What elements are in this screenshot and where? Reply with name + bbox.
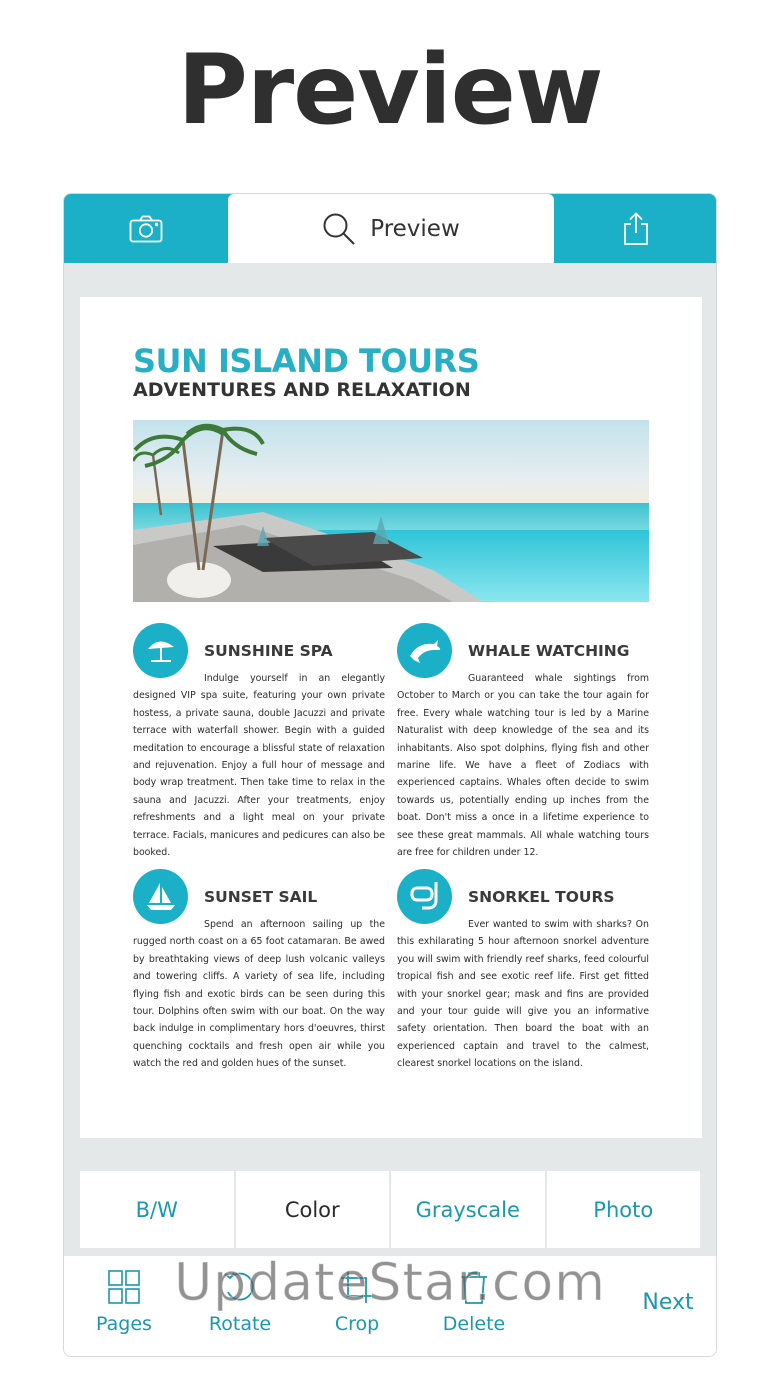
filter-grayscale[interactable]: Grayscale (391, 1171, 545, 1248)
document-title: SUN ISLAND TOURS (133, 342, 480, 380)
crop-button[interactable] (307, 1256, 407, 1357)
pages-grid-icon (108, 1270, 140, 1304)
rotate-label: Rotate (208, 1313, 272, 1335)
page-headline: Preview (177, 34, 603, 146)
section-body: Indulge yourself in an elegantly designed VIP spa suite, featuring your own private hostess, a private sauna, double Jacuzzi and private terrace with waterfall shower. Begin with a guided meditation to encourage a blissful state of relaxation and rejuvenation. Enjoy a full hour of message and body wrap treatment. Then take time to relax in the sauna and Jacuzzi. After your treatments, enjoy refreshments and a light meal on your private terrace. Facials, manicures and pedicures can also be booked. (133, 673, 385, 859)
search-icon (322, 212, 356, 246)
camera-button[interactable] (64, 194, 228, 263)
camera-icon (129, 215, 163, 243)
crop-label: Crop (334, 1313, 380, 1335)
filter-bw[interactable]: B/W (80, 1171, 234, 1248)
app-window (63, 193, 717, 1357)
delete-button[interactable] (424, 1256, 524, 1357)
umbrella-icon (145, 635, 177, 667)
sailboat-icon (145, 881, 177, 913)
section-body: Ever wanted to swim with sharks? On this exhilarating 5 hour afternoon snorkel adventure you will swim with friendly reef sharks, feed colourful tropical fish and see exotic reef life. First get fitted with your snorkel gear; mask and fins are provided and your tour guide will give you an informative safety orientation. Then board the boat with an experienced captain and travel to the calmest, clearest snorkel locations on the island. (397, 919, 649, 1070)
filter-bar (80, 1171, 700, 1248)
rotate-icon (223, 1270, 257, 1304)
filter-photo[interactable]: Photo (547, 1171, 701, 1248)
document-subtitle: ADVENTURES AND RELAXATION (133, 379, 471, 401)
share-icon (623, 212, 649, 246)
section-body: Guaranteed whale sightings from October to March or you can take the tour again for free. Every whale watching tour is led by a Marine Naturalist with deep knowledge of the sea and its inhabitants. Also spot dolphins, flying fish and other marine life. We have a fleet of Zodiacs with experienced captains. Whales often decide to swim towards us, potentially ending up inches from the boat. Don't miss a once in a lifetime experience to see these great mammals. All whale watching tours are free for children under 12. (397, 673, 649, 859)
dolphin-icon (408, 636, 442, 666)
section-title: SUNSHINE SPA (204, 642, 333, 660)
pages-label: Pages (96, 1313, 152, 1335)
next-button[interactable]: Next (642, 1290, 694, 1315)
share-button[interactable] (554, 194, 717, 263)
rotate-button[interactable] (190, 1256, 290, 1357)
delete-label: Delete (442, 1313, 506, 1335)
section-title: WHALE WATCHING (468, 642, 630, 660)
section-title: SNORKEL TOURS (468, 888, 615, 906)
document-preview (80, 297, 702, 1138)
tab-preview-label: Preview (370, 215, 460, 242)
watermark: UpdateStar.com (174, 1253, 606, 1313)
filter-color[interactable]: Color (236, 1171, 390, 1248)
hero-image-pool (133, 420, 649, 602)
trash-icon (459, 1270, 489, 1304)
snorkel-mask-icon (408, 880, 442, 914)
crop-icon (340, 1270, 374, 1304)
pages-button[interactable] (74, 1256, 174, 1357)
tab-preview[interactable] (228, 194, 554, 263)
top-toolbar (64, 194, 717, 263)
section-body: Spend an afternoon sailing up the rugged north coast on a 65 foot catamaran. Be awed by breathtaking views of deep lush volcanic valleys and towering cliffs. A variety of sea life, including flying fish and exotic birds can be seen during this tour. Dolphins often swim with our boat. On the way back indulge in complimentary hors d'oeuvres, thirst quenching cocktails and fresh open air while you watch the red and golden hues of the sunset. (133, 919, 385, 1070)
section-title: SUNSET SAIL (204, 888, 318, 906)
bottom-toolbar (64, 1256, 717, 1357)
